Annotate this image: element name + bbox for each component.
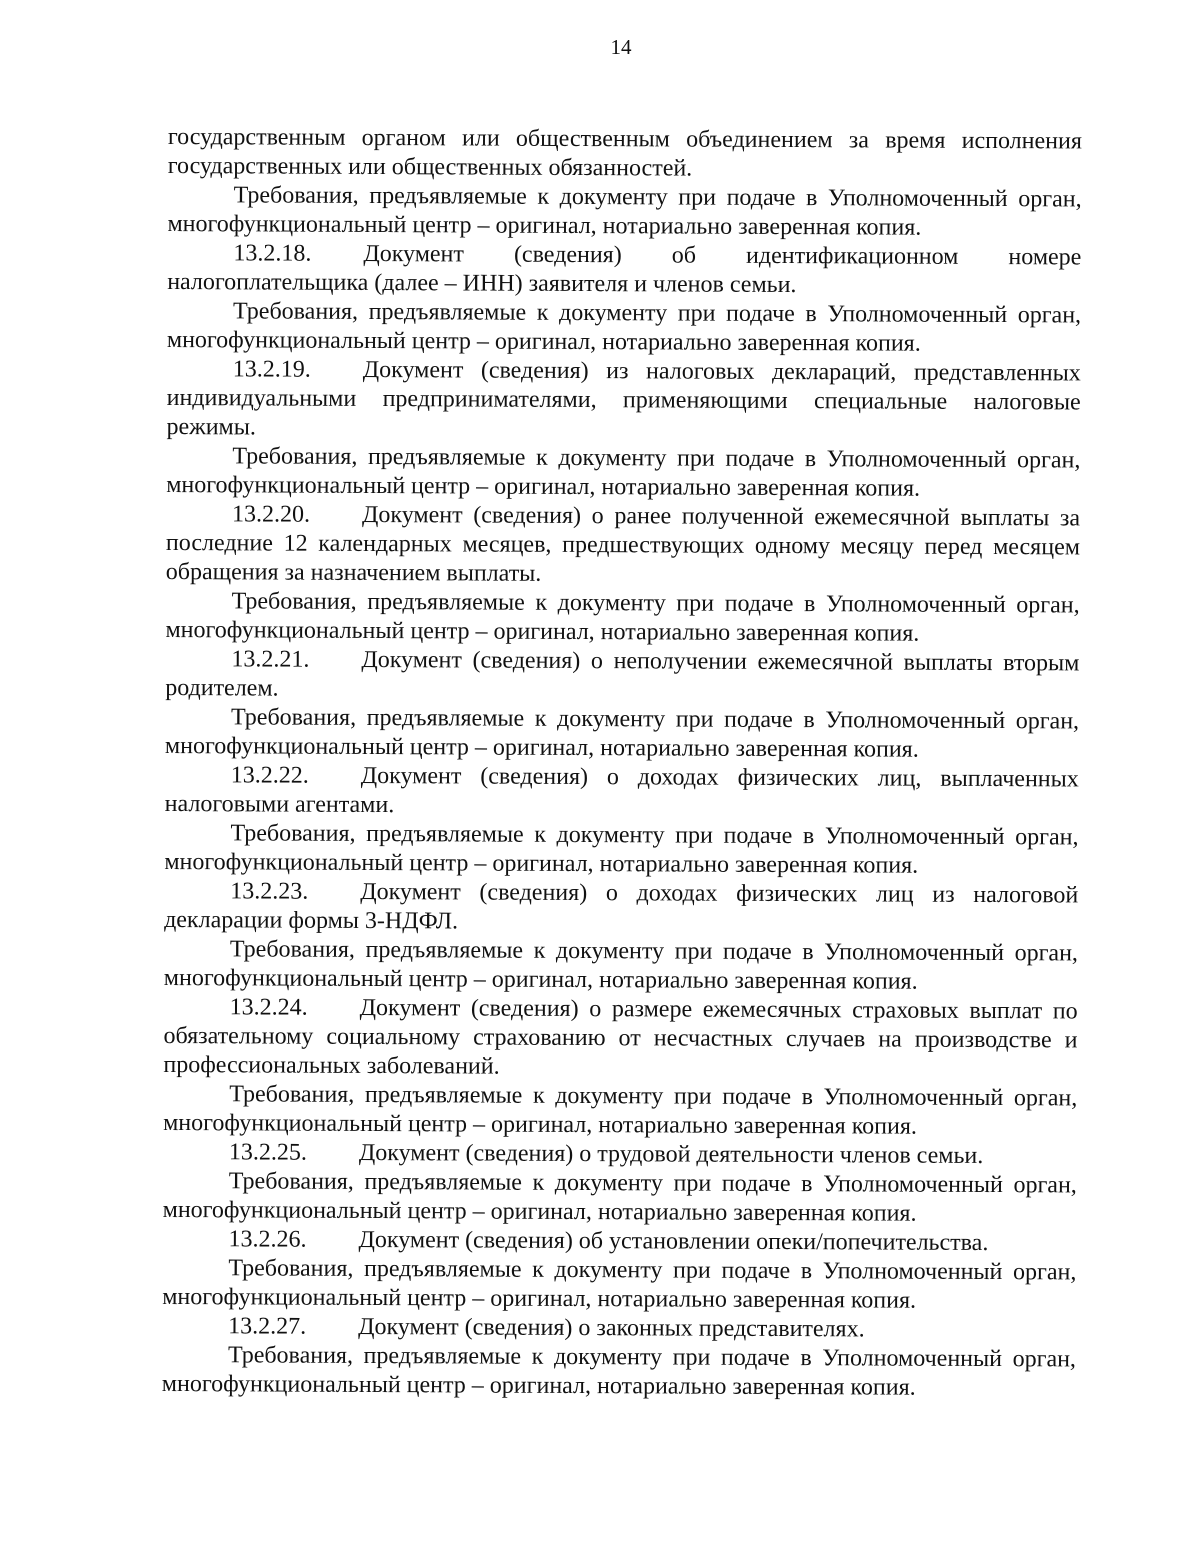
document-item — [162, 1225, 1076, 1258]
page-number: 14 — [610, 35, 632, 59]
item-number: 13.2.23. — [230, 878, 309, 905]
item-text: Документ (сведения) о доходах физических лиц из налоговой декларации формы 3-НДФЛ. — [164, 878, 1079, 935]
document-item — [165, 761, 1079, 823]
item-text: Документ (сведения) о доходах физических лиц, выплаченных налоговыми агентами. — [164, 762, 1079, 819]
item-number: 13.2.26. — [228, 1226, 307, 1253]
document-body — [162, 123, 1082, 1403]
requirement-paragraph: Требования, предъявляемые к документу при подаче в Уполномоченный орган, многофункциональный центр – оригинал, нотариально заверенная копия. — [162, 1168, 1077, 1227]
document-item — [163, 1138, 1077, 1171]
item-number: 13.2.22. — [230, 762, 309, 789]
item-number: 13.2.20. — [232, 501, 311, 528]
requirement-paragraph: Требования, предъявляемые к документу при подаче в Уполномоченный орган, многофункциональный центр – оригинал, нотариально заверенная копия. — [162, 1255, 1077, 1314]
document-item — [164, 877, 1078, 939]
item-text: Документ (сведения) о неполучении ежемесячной выплаты вторым родителем. — [165, 646, 1080, 702]
item-text: Документ (сведения) об идентификационном номере налогоплательщика (далее – ИНН) заявителя и членов семьи. — [167, 240, 1082, 299]
requirement-paragraph: Требования, предъявляемые к документу при подаче в Уполномоченный орган, многофункциональный центр – оригинал, нотариально заверенная копия. — [161, 1342, 1077, 1401]
item-text: Документ (сведения) об установлении опеки/попечительства. — [358, 1226, 989, 1257]
document-item — [166, 355, 1080, 446]
item-text: Документ (сведения) о ранее полученной ежемесячной выплаты за последние 12 календарных месяцев, предшествующих одному месяцу перед месяцем обращения за назначением выплаты. — [165, 501, 1081, 587]
requirement-paragraph: Требования, предъявляемые к документу при подаче в Уполномоченный орган, многофункциональный центр – оригинал, нотариально заверенная копия. — [166, 443, 1081, 502]
document-item — [166, 500, 1080, 591]
requirement-paragraph: Требования, предъявляемые к документу при подаче в Уполномоченный орган, многофункциональный центр – оригинал, нотариально заверенная копия. — [167, 182, 1082, 241]
requirement-paragraph: Требования, предъявляемые к документу при подаче в Уполномоченный орган, многофункциональный центр – оригинал, нотариально заверенная копия. — [165, 588, 1080, 647]
item-text: Документ (сведения) о трудовой деятельности членов семьи. — [358, 1139, 984, 1169]
item-text: Документ (сведения) из налоговых деклараций, представленных индивидуальными предпринимателями, применяющими специальные налоговые режимы. — [166, 356, 1081, 441]
item-text: Документ (сведения) о законных представителях. — [358, 1313, 865, 1343]
item-number: 13.2.19. — [232, 356, 311, 383]
requirement-paragraph: Требования, предъявляемые к документу при подаче в Уполномоченный орган, многофункциональный центр – оригинал, нотариально заверенная копия. — [164, 820, 1079, 879]
requirement-paragraph: Требования, предъявляемые к документу при подаче в Уполномоченный орган, многофункциональный центр – оригинал, нотариально заверенная копия. — [164, 704, 1080, 763]
document-item — [162, 1312, 1076, 1345]
body-paragraph: государственным органом или общественным объединением за время исполнения государственных или общественных обязанностей. — [167, 123, 1082, 182]
item-text: Документ (сведения) о размере ежемесячных страховых выплат по обязательному социальному страхованию от несчастных случаев на производстве и профессиональных заболеваний. — [163, 994, 1078, 1080]
requirement-paragraph: Требования, предъявляемые к документу при подаче в Уполномоченный орган, многофункциональный центр – оригинал, нотариально заверенная копия. — [163, 936, 1079, 995]
document-item — [165, 645, 1079, 707]
item-number: 13.2.24. — [229, 994, 308, 1021]
item-number: 13.2.18. — [233, 240, 312, 267]
item-number: 13.2.25. — [228, 1139, 308, 1166]
requirement-paragraph: Требования, предъявляемые к документу при подаче в Уполномоченный орган, многофункциональный центр – оригинал, нотариально заверенная копия. — [163, 1081, 1078, 1140]
item-number: 13.2.21. — [231, 646, 310, 673]
item-number: 13.2.27. — [228, 1313, 307, 1340]
requirement-paragraph: Требования, предъявляемые к документу при подаче в Уполномоченный орган, многофункциональный центр – оригинал, нотариально заверенная копия. — [166, 298, 1082, 357]
document-item — [167, 239, 1081, 301]
document-item — [163, 993, 1077, 1084]
